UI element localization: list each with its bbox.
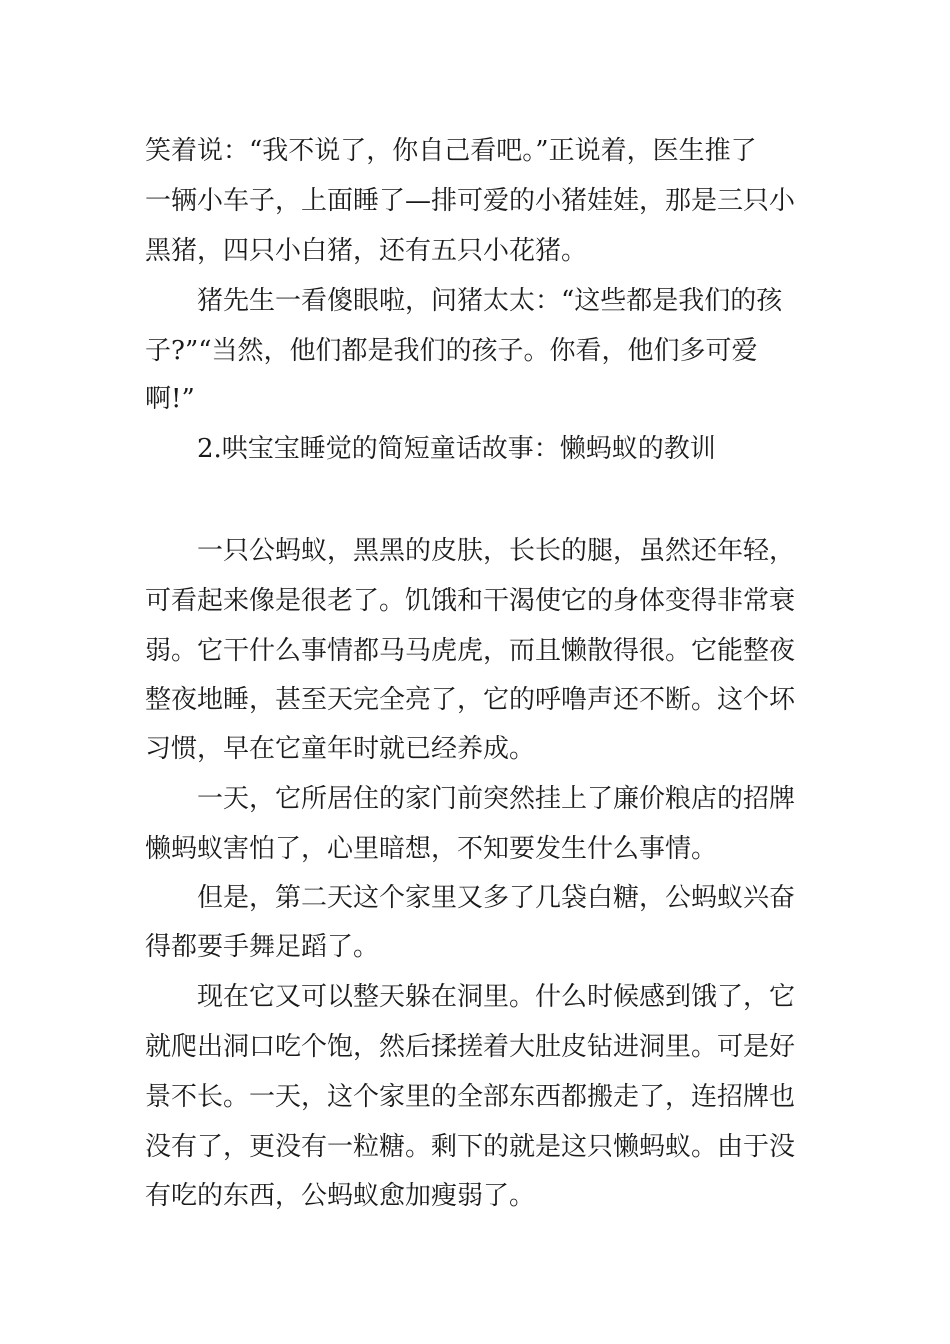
text-line: 子?”“当然，他们都是我们的孩子。你看，他们多可爱	[145, 336, 758, 366]
text-line: 一天，它所居住的家门前突然挂上了廉价粮店的招牌	[197, 784, 796, 814]
text-line: 弱。它干什么事情都马马虎虎，而且懒散得很。它能整夜	[145, 636, 796, 666]
text-line: 但是，第二天这个家里又多了几袋白糖，公蚂蚁兴奋	[197, 883, 796, 913]
text-line: 可看起来像是很老了。饥饿和干渴使它的身体变得非常衰	[145, 586, 796, 616]
text-line: 习惯，早在它童年时就已经养成。	[145, 734, 536, 764]
text-line: 景不长。一天，这个家里的全部东西都搬走了，连招牌也	[145, 1082, 796, 1112]
text-line: 啊!”	[145, 384, 195, 414]
text-line: 得都要手舞足蹈了。	[145, 932, 380, 962]
text-line: 笑着说：“我不说了，你自己看吧。”正说着，医生推了	[145, 136, 757, 166]
text-line: 就爬出洞口吃个饱，然后揉搓着大肚皮钻进洞里。可是好	[145, 1032, 796, 1062]
text-line: 懒蚂蚁害怕了，心里暗想，不知要发生什么事情。	[145, 834, 718, 864]
text-line: 有吃的东西，公蚂蚁愈加瘦弱了。	[145, 1181, 536, 1211]
text-line: 一只公蚂蚁，黑黑的皮肤，长长的腿，虽然还年轻，	[197, 536, 796, 566]
text-line: 现在它又可以整天躲在洞里。什么时候感到饿了，它	[197, 982, 796, 1012]
section-heading: 2.哄宝宝睡觉的简短童话故事：懒蚂蚁的教训	[197, 434, 716, 464]
text-line: 一辆小车子，上面睡了—排可爱的小猪娃娃，那是三只小	[145, 186, 796, 216]
text-line: 猪先生一看傻眼啦，问猪太太：“这些都是我们的孩	[197, 286, 783, 316]
text-line: 没有了，更没有一粒糖。剩下的就是这只懒蚂蚁。由于没	[145, 1132, 796, 1162]
text-line: 整夜地睡，甚至天完全亮了，它的呼噜声还不断。这个坏	[145, 685, 796, 715]
text-line: 黑猪，四只小白猪，还有五只小花猪。	[145, 236, 588, 266]
